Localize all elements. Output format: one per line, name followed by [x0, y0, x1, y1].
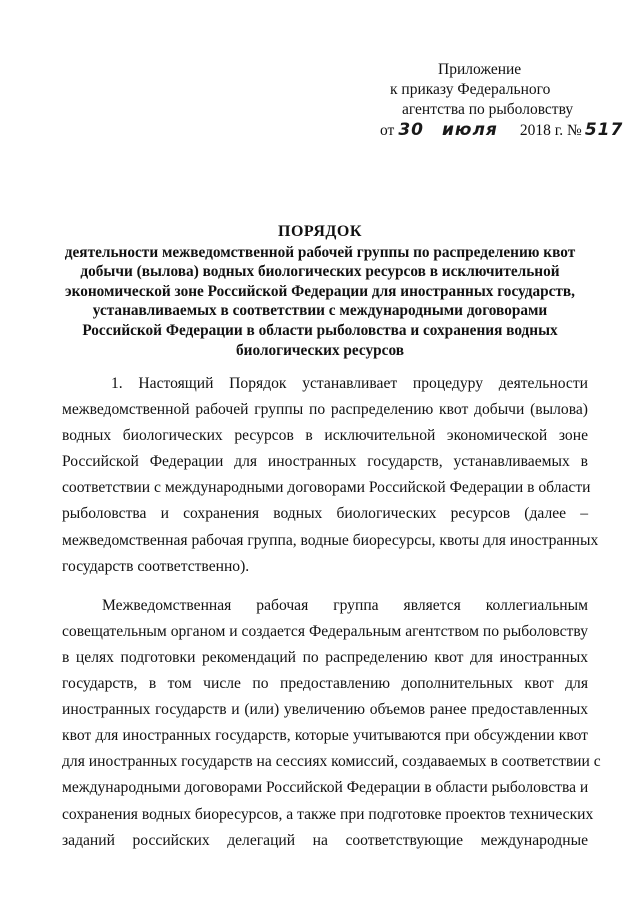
date-prefix: от — [380, 122, 395, 139]
paragraph-1-line: межведомственной рабочей группы по распределению квот добычи (вылова) — [62, 401, 588, 419]
title-subtitle-line: добычи (вылова) водных биологических ресурсов в исключительной — [80, 263, 560, 281]
paragraph-2-line: в целях подготовки рекомендаций по распределению квот для иностранных — [62, 648, 588, 666]
handwritten-month: июля — [442, 120, 498, 140]
appendix-title: Приложение — [438, 61, 522, 78]
appendix-date-line — [370, 120, 624, 141]
title-subtitle-line: устанавливаемых в соответствии с международными договорами — [92, 302, 548, 320]
paragraph-2-line: международными договорами Российской Федерации в области рыболовства и — [62, 779, 589, 797]
paragraph-1-line: государств соответственно). — [62, 557, 250, 575]
paragraph-gap — [62, 580, 588, 593]
appendix-agency: агентства по рыболовству — [402, 101, 574, 118]
paragraph-1-line: Российской Федерации для иностранных государств, устанавливаемых в — [62, 453, 588, 471]
appendix-order-ref: к приказу Федерального — [390, 81, 551, 98]
paragraph-1-line: соответствии с международными договорами Российской Федерации в области — [62, 479, 591, 497]
handwritten-order-number: 517 — [584, 120, 624, 140]
paragraph-2-line: для иностранных государств на сессиях комиссий, создаваемых в соответствии с — [62, 753, 601, 771]
paragraph-2-line: совещательным органом и создается Федеральным агентством по рыболовству — [62, 622, 588, 640]
paragraph-1-line: водных биологических ресурсов в исключительной экономической зоне — [62, 427, 588, 445]
paragraph-2-line: государств, в том числе по предоставлению дополнительных квот для — [62, 675, 588, 693]
paragraph-2-line: иностранных государств и (или) увеличению объемов ранее предоставленных — [62, 701, 588, 719]
appendix-header — [370, 60, 624, 141]
title-subtitle-line: биологических ресурсов — [236, 341, 404, 359]
handwritten-day: 30 — [398, 120, 424, 140]
title-subtitle-line: экономической зоне Российской Федерации для иностранных государств, — [64, 282, 576, 300]
title-subtitle-line: Российской Федерации в области рыболовства и сохранения водных — [82, 321, 558, 339]
title-subtitle-line: деятельности межведомственной рабочей группы по распределению квот — [64, 243, 576, 261]
title-heading: ПОРЯДОК — [278, 223, 362, 240]
paragraph-1-line: 1. Настоящий Порядок устанавливает процедуру деятельности — [111, 375, 588, 392]
paragraph-1-line: межведомственная рабочая группа, водные биоресурсы, квоты для иностранных — [62, 531, 599, 549]
document-title — [60, 222, 580, 360]
paragraph-1-line: рыболовства и сохранения водных биологических ресурсов (далее – — [62, 505, 588, 523]
paragraph-2-line: заданий российских делегаций на соответствующие международные — [62, 831, 588, 849]
document-body — [62, 371, 601, 854]
paragraph-2-line: Межведомственная рабочая группа является коллегиальным — [102, 596, 588, 614]
paragraph-2-line: сохранения водных биоресурсов, а также при подготовке проектов технических — [62, 805, 594, 823]
year-number-label: 2018 г. № — [519, 122, 582, 139]
paragraph-2-line: квот для иностранных государств, которые учитываются при обсуждении квот — [62, 727, 588, 745]
